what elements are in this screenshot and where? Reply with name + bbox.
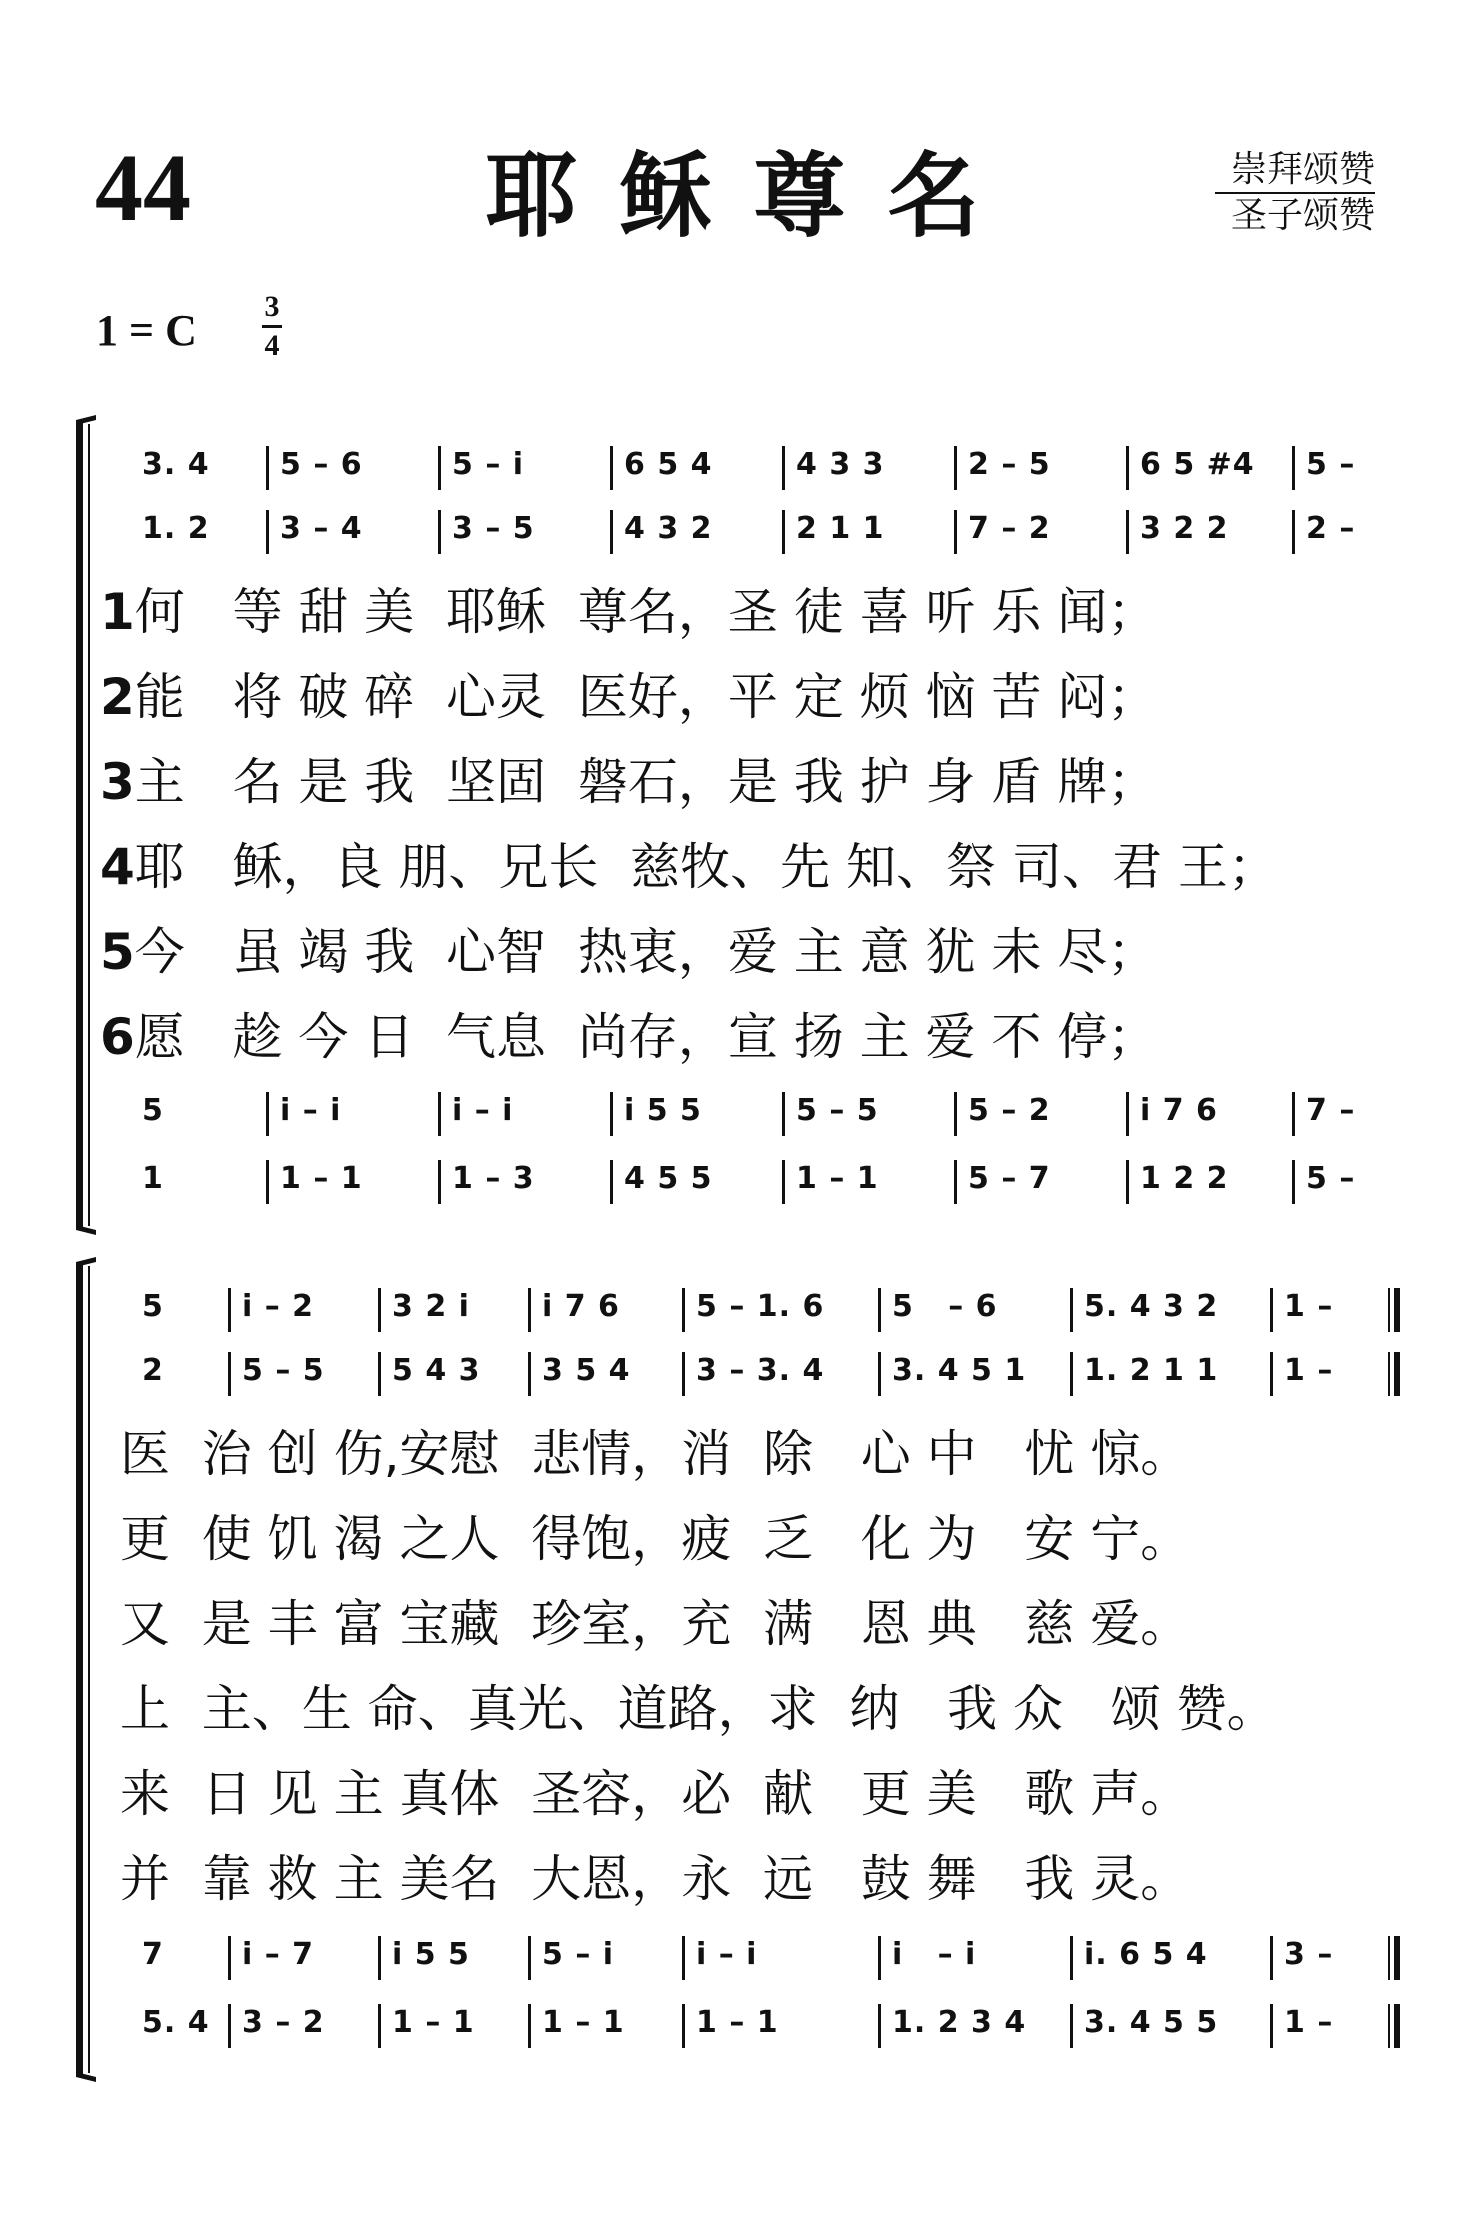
barline — [682, 2004, 685, 2048]
tenor-line — [70, 1932, 1420, 1978]
barline — [528, 1288, 531, 1332]
barline — [1292, 1092, 1295, 1136]
measure: 3 – 4 — [280, 511, 363, 546]
measure: 1 – 1 — [542, 2005, 625, 2040]
barline — [438, 446, 441, 490]
subcategory-label: 圣子颂赞 — [1230, 195, 1375, 236]
measure: 1 – — [1284, 2005, 1334, 2040]
measure: 1. 2 3 4 — [892, 2005, 1027, 2040]
measure: 3 – 2 — [242, 2005, 325, 2040]
measure: 3 5 4 — [542, 1353, 631, 1388]
measure: 5 — [142, 1093, 164, 1128]
barline — [954, 510, 957, 554]
measure: 2 1 1 — [796, 511, 885, 546]
measure: 1 – 1 — [392, 2005, 475, 2040]
measure: 2 – 5 — [968, 447, 1051, 482]
barline — [228, 2004, 231, 2048]
verse-line — [100, 837, 1278, 897]
barline — [1270, 1936, 1273, 1980]
measure: 5 – 5 — [796, 1093, 879, 1128]
measure: 5 – 1. 6 — [696, 1289, 825, 1324]
verse-text: 今 虽 竭 我 心智 热衷，爱 主 意 犹 未 尽； — [134, 923, 1158, 981]
measure: 5. 4 — [142, 2005, 210, 2040]
measure: 5 – 6 — [280, 447, 363, 482]
measure: 5 4 3 — [392, 1353, 481, 1388]
barline — [228, 1288, 231, 1332]
barline — [1270, 1288, 1273, 1332]
measure: 6 5 4 — [624, 447, 713, 482]
measure: 2 – — [1306, 511, 1356, 546]
barline — [878, 2004, 881, 2048]
barline — [682, 1936, 685, 1980]
barline — [1292, 510, 1295, 554]
verse-line: 上 主、生 命、真光、道路，求 纳 我 众 颂 赞。 — [120, 1680, 1277, 1738]
barline — [1126, 510, 1129, 554]
verse-text: 耶 稣，良 朋、兄长 慈牧、先 知、祭 司、君 王； — [134, 838, 1278, 896]
alto-line — [70, 506, 1420, 552]
verse-number: 5 — [100, 923, 135, 981]
barline — [438, 1092, 441, 1136]
bass-line — [70, 2000, 1420, 2046]
final-barline — [1388, 1288, 1400, 1332]
final-barline — [1388, 1352, 1400, 1396]
verse-number: 4 — [100, 838, 135, 896]
measure: 3 – — [1284, 1937, 1334, 1972]
barline — [378, 1288, 381, 1332]
verse-line: 又 是 丰 富 宝藏 珍室，充 满 恩 典 慈 爱。 — [120, 1595, 1191, 1653]
barline — [954, 1092, 957, 1136]
measure: i 5 5 — [392, 1937, 470, 1972]
time-signature-bar — [262, 325, 282, 328]
barline — [1070, 2004, 1073, 2048]
soprano-line — [70, 1284, 1420, 1330]
measure: 5 – i — [452, 447, 525, 482]
barline — [378, 2004, 381, 2048]
verse-text: 愿 趁 今 日 气息 尚存，宣 扬 主 爱 不 停； — [134, 1008, 1158, 1066]
verse-line — [100, 922, 1157, 982]
alto-line — [70, 1348, 1420, 1394]
barline — [782, 510, 785, 554]
tenor-line — [70, 1088, 1420, 1134]
barline — [528, 2004, 531, 2048]
measure: 3 – 3. 4 — [696, 1353, 825, 1388]
barline — [1070, 1352, 1073, 1396]
verse-line: 并 靠 救 主 美名 大恩，永 远 鼓 舞 我 灵。 — [120, 1850, 1191, 1908]
measure: 5 – 7 — [968, 1161, 1051, 1196]
barline — [878, 1936, 881, 1980]
measure: 4 3 2 — [624, 511, 713, 546]
bass-line — [70, 1156, 1420, 1202]
measure: 5 — [142, 1289, 164, 1324]
measure: 3. 4 5 5 — [1084, 2005, 1219, 2040]
measure: i – 7 — [242, 1937, 315, 1972]
barline — [1270, 2004, 1273, 2048]
barline — [1292, 446, 1295, 490]
hymn-title: 耶稣尊名 — [485, 142, 1022, 250]
barline — [266, 446, 269, 490]
barline — [266, 1160, 269, 1204]
barline — [782, 1092, 785, 1136]
verse-line — [100, 582, 1157, 642]
barline — [954, 1160, 957, 1204]
verse-number: 2 — [100, 668, 135, 726]
barline — [1070, 1288, 1073, 1332]
measure: 1 — [142, 1161, 164, 1196]
key-signature: 1 = C — [96, 306, 197, 355]
measure: 7 – — [1306, 1093, 1356, 1128]
category-divider — [1215, 192, 1375, 194]
barline — [954, 446, 957, 490]
measure: 3. 4 5 1 — [892, 1353, 1027, 1388]
measure: 1 – 1 — [796, 1161, 879, 1196]
measure: 5 – 6 — [892, 1289, 998, 1324]
score-system-2 — [70, 1262, 1420, 2077]
measure: i 5 5 — [624, 1093, 702, 1128]
measure: 5 – i — [542, 1937, 615, 1972]
hymn-number: 44 — [95, 134, 191, 241]
measure: 3 – 5 — [452, 511, 535, 546]
verse-line — [100, 752, 1157, 812]
final-barline — [1388, 1936, 1400, 1980]
measure: 1 – — [1284, 1353, 1334, 1388]
barline — [610, 1160, 613, 1204]
barline — [1292, 1160, 1295, 1204]
barline — [782, 446, 785, 490]
measure: 2 — [142, 1353, 164, 1388]
barline — [266, 510, 269, 554]
verse-line — [100, 1007, 1157, 1067]
barline — [1270, 1352, 1273, 1396]
measure: i 7 6 — [1140, 1093, 1218, 1128]
barline — [438, 1160, 441, 1204]
barline — [228, 1352, 231, 1396]
measure: i – i — [280, 1093, 342, 1128]
verse-line — [100, 667, 1157, 727]
measure: 5 – — [1306, 447, 1356, 482]
measure: 1. 2 1 1 — [1084, 1353, 1219, 1388]
verse-line: 更 使 饥 渴 之人 得饱，疲 乏 化 为 安 宁。 — [120, 1510, 1191, 1568]
verse-number: 3 — [100, 753, 135, 811]
measure: i – i — [892, 1937, 977, 1972]
final-barline — [1388, 2004, 1400, 2048]
barline — [682, 1288, 685, 1332]
barline — [1126, 1092, 1129, 1136]
measure: i – i — [452, 1093, 514, 1128]
measure: 6 5 #4 — [1140, 447, 1255, 482]
verse-line: 来 日 见 主 真体 圣容，必 献 更 美 歌 声。 — [120, 1765, 1191, 1823]
measure: 4 3 3 — [796, 447, 885, 482]
barline — [528, 1936, 531, 1980]
measure: 7 — [142, 1937, 164, 1972]
barline — [266, 1092, 269, 1136]
measure: 4 5 5 — [624, 1161, 713, 1196]
verse-text: 主 名 是 我 坚固 磐石，是 我 护 身 盾 牌； — [134, 753, 1158, 811]
category-label: 崇拜颂赞 — [1230, 149, 1375, 190]
barline — [528, 1352, 531, 1396]
measure: 3 2 i — [392, 1289, 470, 1324]
verse-line: 医 治 创 伤,安慰 悲情，消 除 心 中 忧 惊。 — [120, 1425, 1191, 1483]
barline — [610, 510, 613, 554]
barline — [682, 1352, 685, 1396]
verse-number: 1 — [100, 583, 135, 641]
measure: i – 2 — [242, 1289, 315, 1324]
measure: 5 – 2 — [968, 1093, 1051, 1128]
measure: 1 – 3 — [452, 1161, 535, 1196]
barline — [1070, 1936, 1073, 1980]
barline — [782, 1160, 785, 1204]
measure: 5. 4 3 2 — [1084, 1289, 1219, 1324]
barline — [378, 1936, 381, 1980]
barline — [878, 1352, 881, 1396]
measure: 1 – 1 — [280, 1161, 363, 1196]
measure: 1 2 2 — [1140, 1161, 1229, 1196]
measure: 3 2 2 — [1140, 511, 1229, 546]
measure: 7 – 2 — [968, 511, 1051, 546]
barline — [438, 510, 441, 554]
barline — [378, 1352, 381, 1396]
score-system-1 — [70, 420, 1420, 1230]
barline — [1126, 446, 1129, 490]
measure: 5 – 5 — [242, 1353, 325, 1388]
barline — [878, 1288, 881, 1332]
barline — [228, 1936, 231, 1980]
barline — [610, 1092, 613, 1136]
measure: 1. 2 — [142, 511, 210, 546]
measure: 1 – — [1284, 1289, 1334, 1324]
measure: 1 – 1 — [696, 2005, 779, 2040]
measure: i 7 6 — [542, 1289, 620, 1324]
time-signature-bottom: 4 — [264, 329, 280, 362]
measure: i. 6 5 4 — [1084, 1937, 1208, 1972]
soprano-line — [70, 442, 1420, 488]
verse-text: 何 等 甜 美 耶稣 尊名，圣 徒 喜 听 乐 闻； — [134, 583, 1158, 641]
verse-text: 能 将 破 碎 心灵 医好，平 定 烦 恼 苦 闷； — [134, 668, 1158, 726]
time-signature — [262, 292, 282, 361]
verse-number: 6 — [100, 1008, 135, 1066]
time-signature-top: 3 — [264, 290, 280, 323]
barline — [610, 446, 613, 490]
measure: 3. 4 — [142, 447, 210, 482]
measure: 5 – — [1306, 1161, 1356, 1196]
measure: i – i — [696, 1937, 758, 1972]
barline — [1126, 1160, 1129, 1204]
